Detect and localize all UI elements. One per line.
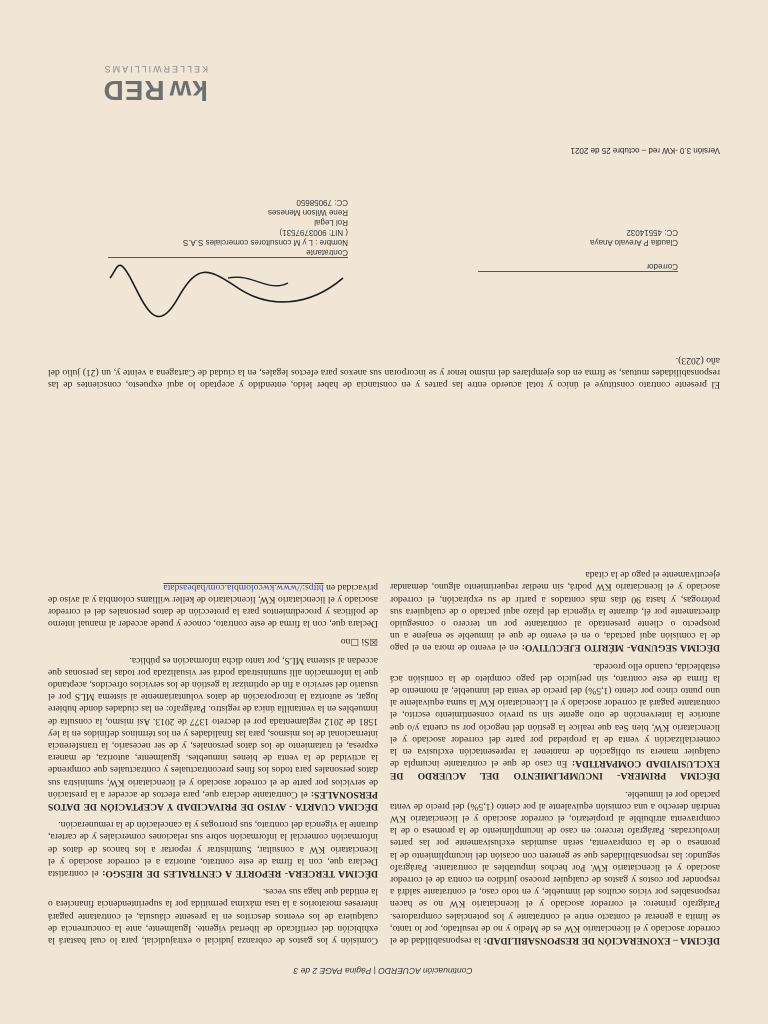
clause-heading: DÉCIMA PRIMERA- INCUMPLIMIENTO DEL ACUERDO DE EXCLUSIVIDAD COMPARTIDA: [390,758,720,782]
corredor-name: Claudia P Arevalo Anaya [590,238,678,247]
habeas-data-link[interactable]: https://www.kwcolombia.com/habeasdata [163,581,324,593]
page-header [268,966,498,976]
version-footer [420,145,720,156]
clause-decima [390,787,720,946]
keller-williams-logo-text: KELLERWILLIAMS [102,64,208,74]
closing-text: El presente contrato constituye el único y total acuerdo entre las partes y en constancia de haber leído, entendido y aceptado lo aquí expuesto, conscientes de las responsabilidades mutuas, se firma en dos ejemplares del mismo tenor y se incorporan sus anexos para efectos legales, en la ciudad de Cartagena a veinte y, un (21) julio del año (2023). [48,354,720,390]
page-header-text: Continuación ACUERDO | Página PAGE 2 de 3 [293,966,473,976]
clause-heading: DÉCIMA TERCERA- REPORTE A CENTRALES DE RIESGO: [102,867,378,879]
handwritten-signature [108,258,348,318]
consent-checkbox-row [48,635,378,647]
clause-heading: DÉCIMA SEGUNDA- MÉRITO EJECUTIVO: [521,642,720,654]
left-column [390,562,720,946]
corredor-label: Corredor [646,262,678,271]
clause-heading: DÉCIMA CUARTA - AVISO DE PRIVACIDAD Y ACEPTACIÓN DE DATOS PERSONALES: [48,788,378,812]
clause-text: en el evento de mora en el pago de la comisión aquí pactada, o en el evento de que el inmueble se enajene a un prospecto o cliente presentado al contratante por un tercero o conseguido directamente por él, durante la vigencia del plazo aquí pactado o de cualquiera sus prórrogas, y hasta 90 días más contados a partir de su expiración, el corredor asociado y el licenciatario KW podrá, sin mediar requerimiento alguno, demandar ejecutivamente el pago de la citada [390,569,720,654]
contratante-nit: ( NIT: 9003797531) [279,228,348,237]
clause-decima-primera [390,659,720,781]
kw-red-logo [48,64,208,106]
clause-continuation [48,885,378,946]
version-text: Versión 3.0 -KW red – octubre 25 de 2021 [570,146,720,155]
contratante-cc: CC: 79058650 [296,198,348,207]
contratante-name: Nombre : L y M consultores comerciales S.A.S [182,238,348,247]
clause-text: el contratista Declara que, con la firma de este contrato, autoriza a el corredor asociado y el licenciatario KW a consultar, Suministrar y reportar a los bancos de datos de información comercial la información sobre sus relaciones comerciales y de cartera, durante la vigencia del contrato, sus prorrogas y la cancelación de la remuneración. [48,819,378,879]
signature-line [108,257,348,258]
clause-text: Declara que, con la firma de este contrato, conoce y puede acceder al manual interno de políticas y procedimientos para la protección de datos personales del el corredor asociado y el licenciatario KW, licenciatario de keller williams colombia y al aviso de privacidad en [48,581,378,630]
consent-checkboxes: ☒Si ☐no [340,636,378,648]
red-logo-text: RED [102,75,165,106]
contratante-representative: Rene Wilson Meneses [267,208,348,217]
contratante-signature-block [108,197,348,318]
corredor-cc: CC: 45514032 [626,228,678,237]
clause-text: el Contratante declara que, para efectos de acceder a la prestación de servicios por parte de el corredor asociado y el licenciatario KW, suministra sus datos personales para todos los fines precontractuales y contractuales que comprende la actividad de la venta de bienes inmuebles. Igualmente, autoriza, de manera expresa, el tratamiento de los datos personales, y de ser necesario, la transferencia internacional de los mismos, para las finalidades y en los términos definidos en la ley 1581 de 2012 reglamentada por el decreto 1377 de 2013. Así mismo, la consulta de inmuebles en la ventanilla única de registro. Parágrafo: en las ciudades donde hubiere lugar, se autoriza la incorporación de datos voluntariamente al sistema MLS por el usuario del servicio a fin de optimizar la gestión de los servicios ofrecidos, aceptando que la información allí suministrada podrá ser visualizada por todas las personas que accedan al sistema MLS, por tanto dicha información es pública. [48,654,378,800]
kw-logo-text: kw [168,75,208,106]
right-column [48,574,378,946]
clause-heading: DÉCIMA – EXONERACIÓN DE RESPONSABILIDAD: [483,935,720,946]
clause-decima-cuarta [48,653,378,812]
signature-line [478,271,678,272]
privacy-declaration [48,580,378,629]
clause-text: En caso de que el contratante incumpla de cualquier manera su obligación de mantener la representación exclusiva en la comercialización y venta de la propiedad por parte del corredor asociado y el licenciatario KW, bien Sea que realice la gestión del negocio por su cuenta y/o que autorice la intervención de otro agente sin su previo consentimiento escrito, el contratante pagará al corredor asociado y el Licenciatario KW la suma equivalente al uno punto cinco por ciento (1,5%) del precio de venta del inmueble, al momento de la firma de este contrato, sin perjuicio del pago completo de la comisión acá establecida, cuando ello proceda. [390,660,720,770]
corredor-signature-block [478,227,678,272]
clause-text: Comisión y los gastos de cobranza judicial o extrajudicial, para lo cual bastará la exhibición del certificado de libertad vigente. Igualmente, ante la concurrencia de cualquiera de los eventos descritos en la presente cláusula, el contratante pagará intereses moratorios a la tasa máxima permitida por la superintendencia financiera o la entidad que haga sus veces. [48,886,378,946]
clause-text: la responsabilidad de el corredor asociado y el licenciatario KW es de Medio y no de resultado, por lo tanto, se limita a generar el contacto entre el contratante y los potenciales compradores. Parágrafo primero: el corredor asociado y el licenciatario KW no se hacen responsables por vicios ocultos del inmueble, y en todo caso, el contratante saldrá a responder por costos y gastos de cualquier proceso jurídico en contra de el corredor asociado y el licenciatario KW. Por hechos imputables al contratante. Parágrafo segundo: las responsabilidades que se generen con ocasión del incumplimiento de la promesa o de la compraventa, serán asumidas exclusivamente por las partes involucradas. Parágrafo tercero: en caso de incumplimiento de la promesa o de la compraventa atribuible al propietario, el corredor asociado y el licenciatario KW tendrán derecho a una comisión equivalente al por ciento (1,5%) del precio de venta pactado por el inmueble. [389,788,720,946]
clause-decima-segunda [390,568,720,653]
closing-statement [48,347,720,390]
contratante-role: Rol Legal [314,218,348,227]
contratante-label: Contratante [306,248,348,257]
clause-decima-tercera [48,818,378,879]
